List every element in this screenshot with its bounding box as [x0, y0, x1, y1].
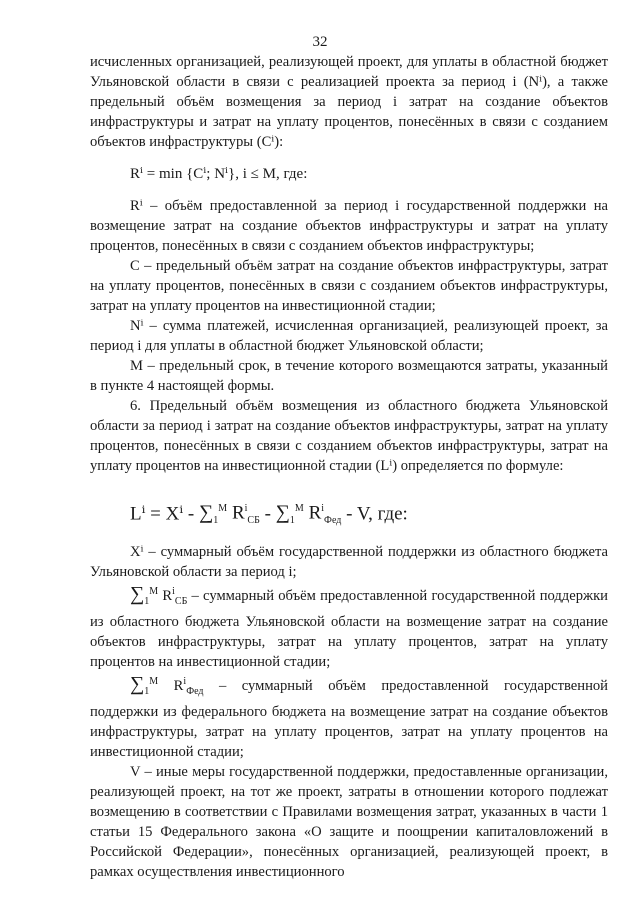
definition-text: – суммарный объём предоставленной государственной поддержки из федерального бюджета на возмещение затрат на создание объектов инфраструктуры, затрат на уплату процентов, затрат на уплату процентов на инвестиционной стадии; — [90, 677, 608, 760]
sum-upper-limit: M — [149, 586, 159, 597]
definition-m: M – предельный срок, в течение которого возмещаются затраты, указанный в пункте 4 настоящей формы. — [90, 358, 608, 394]
sum-symbol: ∑ — [275, 501, 290, 524]
document-body — [90, 52, 608, 882]
definition-r: Rⁱ – объём предоставленной за период i государственной поддержки на возмещение затрат на создание объектов инфраструктуры и затрат на уплату процентов, понесённых в связи с созданием объектов инфраструктуры; — [90, 198, 608, 254]
variable-subscript: СБ — [174, 595, 188, 607]
sum-lower-limit: 1 — [289, 515, 295, 527]
formula-minus: - — [259, 503, 276, 525]
definition-text: – суммарный объём предоставленной государственной поддержки из областного бюджета Ульяновской области на возмещение затрат на создание объектов инфраструктуры, затрат на уплату процентов, затрат на уплату процентов на инвестиционной стадии; — [90, 587, 608, 670]
paragraph-intro: исчисленных организацией, реализующей проект, для уплаты в областной бюджет Ульяновской области в связи с реализацией проекта за период i (Nⁱ), а также предельный объём возмещения за период i затрат на создание объектов инфраструктуры и затрат на уплату процентов, понесённых в связи с созданием объектов инфраструктуры (Cⁱ): — [90, 54, 608, 150]
definition-n: Nⁱ – сумма платежей, исчисленная организацией, реализующей проект, за период i для уплаты в областной бюджет Ульяновской области; — [90, 318, 608, 354]
variable-subscript: СБ — [247, 515, 260, 527]
sum-upper-limit: M — [218, 503, 228, 514]
sum-upper-limit: M — [294, 503, 304, 514]
variable-index: i — [244, 503, 248, 514]
sum-variable: R — [231, 502, 245, 524]
sum-variable: R — [173, 677, 184, 694]
sum-lower-limit: 1 — [213, 515, 219, 527]
sum-symbol: ∑ — [130, 672, 145, 695]
page-number: 32 — [312, 34, 328, 50]
sum-variable: R — [162, 587, 173, 604]
sum-fed-term — [276, 490, 342, 540]
variable-index: i — [321, 503, 325, 514]
formula-r-min: Rⁱ = min {Cⁱ; Nⁱ}, i ≤ M, где: — [130, 166, 308, 182]
variable-index: i — [172, 586, 175, 597]
definition-v: V – иные меры государственной поддержки, предоставленные организации, реализующей проект, на тот же проект, затраты в отношении которого подлежат возмещению в соответствии с Правилами возмещения затрат, указанных в части 1 статьи 15 Федерального закона «О защите и поощрении капиталовложений в Российской Федерации», понесённых организацией, реализующей проект, в рамках осуществления инвестиционного — [90, 763, 608, 880]
sum-lower-limit: 1 — [144, 595, 150, 607]
formula-l — [130, 490, 608, 528]
sum-variable: R — [308, 502, 322, 524]
definition-r-sb — [90, 582, 608, 672]
variable-subscript: Фед — [186, 685, 204, 697]
definition-c: C – предельный объём затрат на создание объектов инфраструктуры, затрат на уплату процентов, понесённых в связи с созданием объектов инфраструктуры, затрат на уплату процентов на инвестиционной стадии; — [90, 258, 608, 314]
formula-tail: - V, где: — [341, 503, 408, 525]
variable-index: i — [183, 675, 187, 687]
definition-x: Xⁱ – суммарный объём государственной поддержки из областного бюджета Ульяновской области за период i; — [90, 544, 608, 580]
sum-upper-limit: M — [149, 675, 159, 687]
formula-l-lhs: Lⁱ = Xⁱ - — [130, 503, 200, 525]
definition-r-fed — [90, 672, 608, 762]
paragraph-6: 6. Предельный объём возмещения из областного бюджета Ульяновской области за период i затрат на создание объектов инфраструктуры, затрат на уплату процентов, понесённых в связи с созданием объектов инфраструктуры, затрат на уплату процентов на инвестиционной стадии (Lⁱ) определяется по формуле: — [90, 398, 608, 474]
sum-sb-term — [199, 490, 260, 540]
sum-symbol: ∑ — [199, 501, 214, 524]
sum-lower-limit: 1 — [144, 685, 150, 697]
sum-symbol: ∑ — [130, 582, 145, 605]
variable-subscript: Фед — [324, 515, 342, 527]
